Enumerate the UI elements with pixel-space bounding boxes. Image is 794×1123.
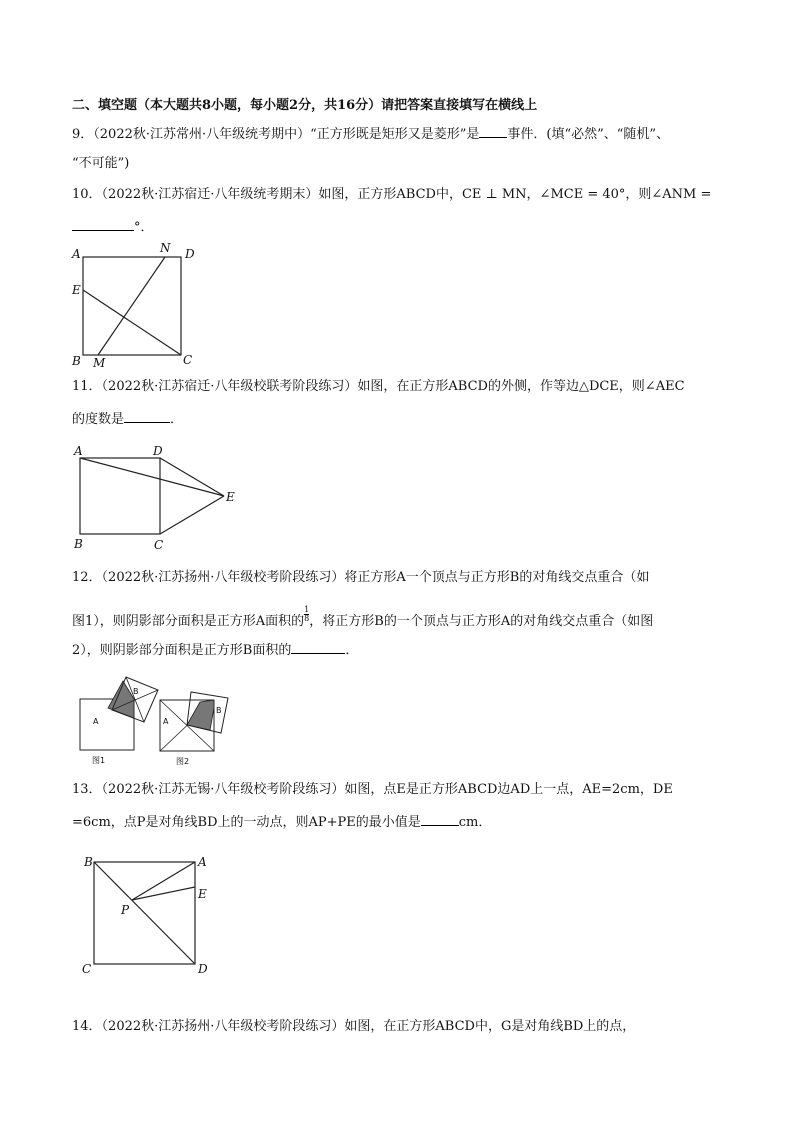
question-9-text: 9．（2022秋·江苏常州·八年级统考期中）“正方形既是矩形又是菱形”是 — [72, 127, 480, 142]
q13-label-p: P — [121, 903, 130, 917]
question-9-options: 事件．(填“必然”、“随机”、 — [507, 127, 670, 142]
q10-label-a: A — [72, 247, 81, 261]
question-13-text: =6cm，点P是对角线BD上的一动点，则AP+PE的最小值是 — [72, 815, 421, 830]
fig1-label-b: B — [133, 687, 139, 696]
fraction-denominator: 8 — [304, 614, 310, 623]
q11-label-b: B — [74, 537, 83, 551]
fig1-caption: 图1 — [92, 756, 106, 765]
section-title: 二、填空题（本大题共8小题，每小题2分，共16分）请把答案直接填写在横线上 — [72, 98, 538, 113]
question-14-line-1: 14．（2022秋·江苏扬州·八年级校考阶段练习）如图，在正方形ABCD中，G是对角线BD上的点， — [72, 1019, 636, 1034]
q13-label-d: D — [198, 962, 208, 976]
question-11-line-1: 11．（2022秋·江苏宿迁·八年级校联考阶段练习）如图，在正方形ABCD的外侧，作等边△DCE，则∠AEC — [72, 379, 685, 394]
fig2-label-a: A — [163, 717, 169, 726]
q11-label-e: E — [226, 490, 235, 504]
q10-label-n: N — [160, 241, 171, 255]
question-12-line-1: 12．（2022秋·江苏扬州·八年级校考阶段练习）将正方形A一个顶点与正方形B的对角线交点重合（如 — [72, 570, 650, 585]
fig2-caption: 图2 — [176, 757, 190, 766]
question-12-text-a: 图1），则阴影部分面积是正方形A面积的 — [72, 614, 305, 629]
q13-label-c: C — [82, 962, 92, 976]
fig1-label-a: A — [93, 717, 99, 726]
q11-label-d: D — [153, 444, 163, 458]
q10-label-c: C — [183, 353, 193, 367]
q10-label-m: M — [93, 356, 106, 370]
question-12-text-b: ，将正方形B的一个顶点与正方形A的对角线交点重合（如图 — [309, 614, 654, 629]
q10-label-b: B — [72, 354, 81, 368]
q11-label-c: C — [154, 538, 164, 552]
question-11-text: 的度数是 — [72, 412, 125, 427]
q11-label-a: A — [74, 444, 83, 458]
question-11-end: ． — [170, 412, 184, 427]
q13-label-b: B — [84, 855, 93, 869]
question-10-degree: °． — [134, 220, 154, 235]
question-13-unit: cm． — [458, 815, 492, 830]
question-12-text-c: 2），则阴影部分面积是正方形B面积的 — [72, 643, 292, 658]
q10-label-e: E — [72, 283, 81, 297]
question-10-line-1: 10．（2022秋·江苏宿迁·八年级统考期末）如图，正方形ABCD中，CE ⊥ MN，∠MCE = 40°，则∠ANM = — [72, 187, 712, 202]
question-13-line-1: 13．（2022秋·江苏无锡·八年级校考阶段练习）如图，点E是正方形ABCD边AD上一点，AE=2cm，DE — [72, 782, 673, 797]
fig2-label-b: B — [216, 706, 222, 715]
q10-label-d: D — [185, 247, 195, 261]
question-12-end: ． — [345, 643, 359, 658]
q13-label-e: E — [198, 887, 207, 901]
q13-label-a: A — [198, 855, 207, 869]
question-9-line-2: “不可能”) — [72, 156, 130, 171]
fraction-numerator: 1 — [304, 605, 310, 614]
